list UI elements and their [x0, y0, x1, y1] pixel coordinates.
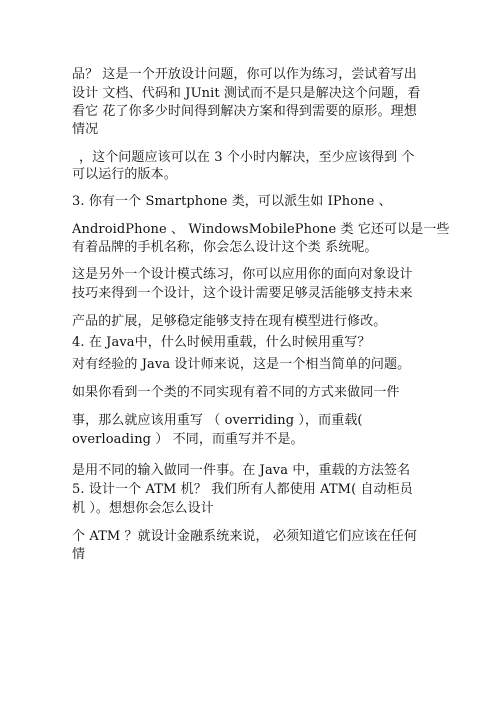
text-line: 看它 花了你多少时间得到解决方案和得到需要的原形。理想 — [72, 104, 417, 119]
text-line: 对有经验的 Java 设计师来说，这是一个相当简单的问题。 — [72, 357, 411, 372]
text-line: 3. 你有一个 Smartphone 类，可以派生如 IPhone 、 — [72, 194, 392, 209]
text-line: 事，那么就应该用重写 （ overriding ），而重载( — [72, 413, 363, 428]
text-line: 情况 — [72, 122, 99, 137]
text-line: 技巧来得到一个设计，这个设计需要足够灵活能够支持未来 — [72, 286, 413, 301]
text-line: 如果你看到一个类的不同实现有着不同的方式来做同一件 — [72, 385, 400, 400]
text-line: 是用不同的输入做同一件事。在 Java 中，重载的方法签名 — [72, 463, 411, 478]
text-line: 产品的扩展，足够稳定能够支持在现有模型进行修改。 — [72, 314, 387, 329]
text-line: 机 ）。想想你会怎么设计 — [72, 501, 214, 516]
text-line: AndroidPhone 、 WindowsMobilePhone 类 它还可以是一些 — [72, 222, 450, 237]
text-line: 这是另外一个设计模式练习，你可以应用你的面向对象设计 — [72, 267, 413, 282]
text-line: 品？ 这是一个开放设计问题，你可以作为练习，尝试着写出 — [72, 67, 417, 82]
text-line: 情 — [72, 547, 86, 562]
text-line: 个 ATM ？就设计金融系统来说， 必须知道它们应该在任何 — [72, 529, 417, 544]
text-line: 5. 设计一个 ATM 机？ 我们所有人都使用 ATM( 自动柜员 — [72, 482, 413, 497]
text-line: 设计 文档、代码和 JUnit 测试而不是只是解决这个问题，看 — [72, 86, 421, 101]
text-line: ，这个问题应该可以在 3 个小时内解决，至少应该得到 个 — [79, 150, 415, 165]
text-line: 有着品牌的手机名称，你会怎么设计这个类 系统呢。 — [72, 240, 378, 255]
text-line: overloading ） 不同，而重写并不是。 — [72, 432, 304, 447]
text-line: 4. 在 Java中，什么时候用重载，什么时候用重写？ — [72, 335, 371, 350]
text-line: 可以运行的版本。 — [72, 167, 177, 182]
